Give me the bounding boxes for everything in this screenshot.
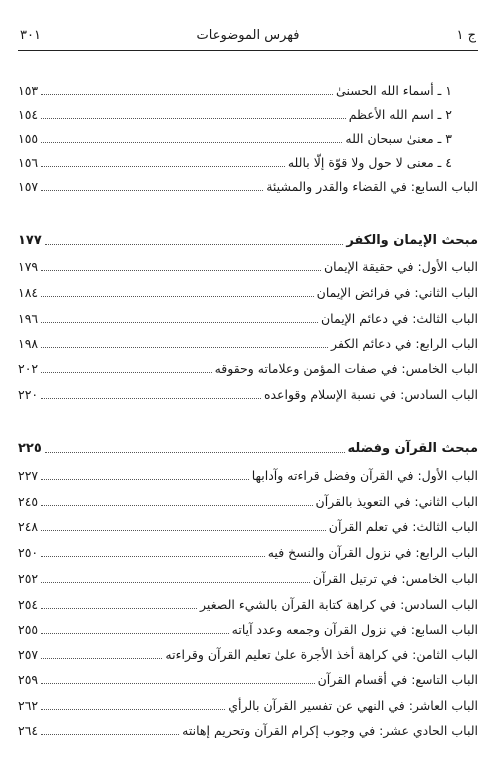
toc-entry-page: ٢٢٠ bbox=[18, 387, 39, 402]
toc-entry-title: الباب الأول: في حقيقة الإيمان bbox=[324, 259, 478, 274]
toc-entry-page: ١٥٣ bbox=[18, 83, 39, 98]
volume-label: ج ١ bbox=[456, 28, 476, 43]
toc-entry-page: ٢٥٥ bbox=[18, 622, 39, 637]
dot-leader bbox=[41, 504, 312, 506]
dot-leader bbox=[41, 93, 333, 95]
toc-entry-page: ٢٤٥ bbox=[18, 494, 39, 509]
dot-leader bbox=[41, 269, 321, 271]
toc-entry-page: ١٧٩ bbox=[18, 259, 39, 274]
dot-leader bbox=[41, 295, 314, 297]
toc-entry-page: ١٩٨ bbox=[18, 336, 39, 351]
dot-leader bbox=[45, 243, 344, 245]
toc-entry bbox=[18, 489, 478, 511]
toc-entry-page: ٢٢٧ bbox=[18, 468, 39, 483]
toc-page bbox=[18, 0, 478, 761]
toc-entry-page: ١٥٦ bbox=[18, 155, 39, 170]
dot-leader bbox=[41, 708, 225, 710]
toc-entry bbox=[18, 592, 478, 614]
toc-entry-title: الباب الرابع: في دعائم الكفر bbox=[331, 336, 478, 351]
toc-entry-page: ٢٤٨ bbox=[18, 519, 39, 534]
toc-entry-title: مبحث القرآن وفضله bbox=[347, 441, 478, 456]
dot-leader bbox=[41, 165, 285, 167]
toc-entry bbox=[18, 150, 478, 172]
dot-leader bbox=[45, 451, 345, 453]
toc-entry bbox=[18, 617, 478, 639]
toc-entry-page: ٢٦٤ bbox=[18, 723, 39, 738]
toc-entry-title: الباب السابع: في نزول القرآن وجمعه وعدد آياته bbox=[231, 622, 478, 637]
toc-entry bbox=[18, 306, 478, 328]
toc-entry-page: ٢٥٢ bbox=[18, 571, 39, 586]
toc-entry bbox=[18, 78, 478, 100]
dot-leader bbox=[41, 189, 263, 191]
toc-entry-page: ١٧٧ bbox=[18, 233, 42, 248]
toc-entry-page: ٢٥٠ bbox=[18, 545, 39, 560]
toc-entry-title: الباب التاسع: في أقسام القرآن bbox=[317, 672, 478, 687]
toc-entry-page: ٢٢٥ bbox=[18, 441, 42, 456]
toc-entry-page: ٢٥٤ bbox=[18, 597, 39, 612]
toc-entry-title: الباب الثاني: في التعويذ بالقرآن bbox=[315, 494, 478, 509]
dot-leader bbox=[41, 581, 310, 583]
page-title: فهرس الموضوعات bbox=[196, 28, 300, 43]
toc-entry bbox=[18, 463, 478, 485]
toc-entry-title: ٤ ـ معنى لا حول ولا قوّة إلّا بالله bbox=[287, 155, 452, 170]
page-header bbox=[18, 26, 478, 51]
toc-section-heading bbox=[18, 228, 478, 250]
toc-entry-title: الباب الرابع: في نزول القرآن والنسخ فيه bbox=[267, 545, 478, 560]
dot-leader bbox=[41, 371, 211, 373]
toc-entry bbox=[18, 174, 478, 196]
dot-leader bbox=[41, 733, 179, 735]
toc-entry bbox=[18, 382, 478, 404]
toc-entry-page: ٢٥٩ bbox=[18, 672, 39, 687]
dot-leader bbox=[41, 555, 265, 557]
toc-entry-page: ٢٠٢ bbox=[18, 361, 39, 376]
toc-entry-title: الباب الثاني: في فرائض الإيمان bbox=[316, 285, 478, 300]
toc-entry-page: ١٩٦ bbox=[18, 311, 39, 326]
toc-entry bbox=[18, 693, 478, 715]
toc-entry bbox=[18, 331, 478, 353]
dot-leader bbox=[41, 321, 318, 323]
dot-leader bbox=[41, 478, 249, 480]
toc-entry bbox=[18, 280, 478, 302]
toc-entry-title: مبحث الإيمان والكفر bbox=[346, 233, 478, 248]
toc-entry-title: ٣ ـ معنىٰ سبحان الله bbox=[345, 131, 452, 146]
toc-entry-title: الباب السادس: في نسبة الإسلام وقواعده bbox=[263, 387, 478, 402]
toc-entry-title: ١ ـ أسماء الله الحسنىٰ bbox=[336, 83, 452, 98]
toc-entry-title: الباب الثالث: في تعلم القرآن bbox=[328, 519, 478, 534]
toc-entry bbox=[18, 718, 478, 740]
toc-entry-title: الباب الحادي عشر: في وجوب إكرام القرآن وتحريم إهانته bbox=[182, 723, 478, 738]
toc-entry-title: الباب الخامس: في صفات المؤمن وعلاماته وحقوقه bbox=[214, 361, 478, 376]
toc-entry-title: الباب العاشر: في النهي عن تفسير القرآن بالرأي bbox=[228, 698, 478, 713]
toc-entry bbox=[18, 356, 478, 378]
toc-entry-title: الباب الخامس: في ترتيل القرآن bbox=[312, 571, 478, 586]
toc-entry bbox=[18, 540, 478, 562]
toc-entry bbox=[18, 667, 478, 689]
toc-entry bbox=[18, 102, 478, 124]
toc-entry-title: ٢ ـ اسم الله الأعظم bbox=[348, 107, 452, 122]
dot-leader bbox=[41, 397, 261, 399]
toc-entry bbox=[18, 566, 478, 588]
toc-entry-title: الباب الثالث: في دعائم الإيمان bbox=[320, 311, 478, 326]
toc-entry bbox=[18, 254, 478, 276]
dot-leader bbox=[41, 529, 326, 531]
toc-entry-page: ١٨٤ bbox=[18, 285, 39, 300]
dot-leader bbox=[41, 632, 228, 634]
page-number: ٣٠١ bbox=[20, 28, 41, 43]
toc-entry bbox=[18, 642, 478, 664]
toc-entry-title: الباب السابع: في القضاء والقدر والمشيئة bbox=[266, 179, 478, 194]
toc-section-heading bbox=[18, 436, 478, 458]
dot-leader bbox=[41, 346, 328, 348]
toc-entry-page: ٢٥٧ bbox=[18, 647, 39, 662]
dot-leader bbox=[41, 682, 314, 684]
dot-leader bbox=[41, 117, 346, 119]
dot-leader bbox=[41, 657, 162, 659]
toc-entry-page: ١٥٧ bbox=[18, 179, 39, 194]
toc-entry-page: ١٥٥ bbox=[18, 131, 39, 146]
toc-entry bbox=[18, 514, 478, 536]
toc-entry-page: ٢٦٢ bbox=[18, 698, 39, 713]
toc-entry-page: ١٥٤ bbox=[18, 107, 39, 122]
toc-entry bbox=[18, 126, 478, 148]
dot-leader bbox=[41, 141, 342, 143]
toc-entry-title: الباب السادس: في كراهة كتابة القرآن بالشيء الصغير bbox=[200, 597, 478, 612]
dot-leader bbox=[41, 607, 197, 609]
toc-entry-title: الباب الأول: في القرآن وفضل قراءته وآدابها bbox=[251, 468, 478, 483]
toc-entry-title: الباب الثامن: في كراهة أخذ الأجرة علىٰ تعليم القرآن وقراءته bbox=[165, 647, 478, 662]
